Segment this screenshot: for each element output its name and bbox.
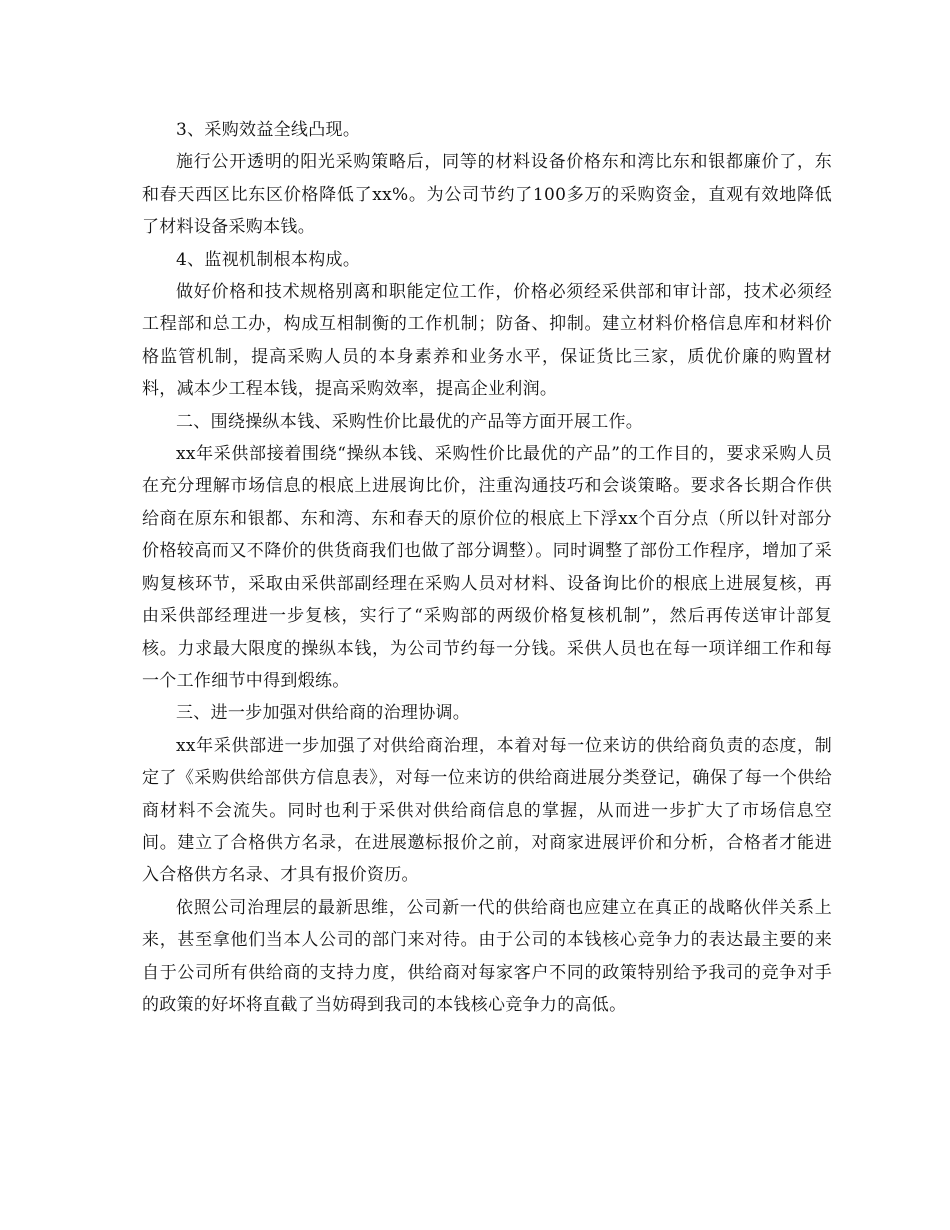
document-body — [142, 114, 832, 1021]
paragraph-price-technical-separation: 做好价格和技术规格别离和职能定位工作，价格必须经采供部和审计部，技术必须经工程部和总工办，构成互相制衡的工作机制；防备、抑制。建立材料价格信息库和材料价格监管机制，提高采购人员的本身素养和业务水平，保证货比三家，质优价廉的购置材料，减本少工程本钱，提高采购效率，提高企业利润。 — [142, 282, 832, 400]
paragraph-strategic-partnership: 依照公司治理层的最新思维，公司新一代的供给商也应建立在真正的战略伙伴关系上来，甚至拿他们当本人公司的部门来对待。由于公司的本钱核心竞争力的表达最主要的来自于公司所有供给商的支持力度，供给商对每家客户不同的政策特别给予我司的竞争对手的政策的好坏将直截了当妨碍到我司的本钱核心竞争力的高低。 — [142, 897, 832, 1015]
paragraph-supplier-registration: xx年采供部进一步加强了对供给商治理，本着对每一位来访的供给商负责的态度，制定了《采购供给部供方信息表》，对每一位来访的供给商进展分类登记，确保了每一个供给商材料不会流失。同时也利于采供对供给商信息的掌握，从而进一步扩大了市场信息空间。建立了合格供方名录，在进展邀标报价之前，对商家进展评价和分析，合格者才能进入合格供方名录、才具有报价资历。 — [142, 735, 832, 886]
heading-supervision-mechanism: 4、监视机制根本构成。 — [176, 249, 361, 270]
heading-procurement-benefits: 3、采购效益全线凸现。 — [176, 120, 361, 140]
heading-supplier-management: 三、进一步加强对供给商的治理协调。 — [176, 703, 471, 724]
heading-cost-control: 二、围绕操纵本钱、采购性价比最优的产品等方面开展工作。 — [176, 411, 644, 432]
paragraph-cost-control-work: xx年采供部接着围绕“操纵本钱、采购性价比最优的产品”的工作目的，要求采购人员在充分理解市场信息的根底上进展询比价，注重沟通技巧和会谈策略。要求各长期合作供给商在原东和银都、东和湾、东和春天的原价位的根底上下浮xx个百分点（所以针对部分价格较高而又不降价的供货商我们也做了部分调整）。同时调整了部份工作程序，增加了采购复核环节，采取由采供部副经理在采购人员对材料、设备询比价的根底上进展复核，再由采供部经理进一步复核，实行了“采购部的两级价格复核机制”，然后再传送审计部复核。力求最大限度的操纵本钱，为公司节约每一分钱。采供人员也在每一项详细工作和每一个工作细节中得到煅练。 — [142, 444, 832, 691]
paragraph-sunshine-procurement: 施行公开透明的阳光采购策略后，同等的材料设备价格东和湾比东和银都廉价了，东和春天西区比东区价格降低了xx%。为公司节约了100多万的采购资金，直观有效地降低了材料设备采购本钱。 — [142, 152, 832, 238]
